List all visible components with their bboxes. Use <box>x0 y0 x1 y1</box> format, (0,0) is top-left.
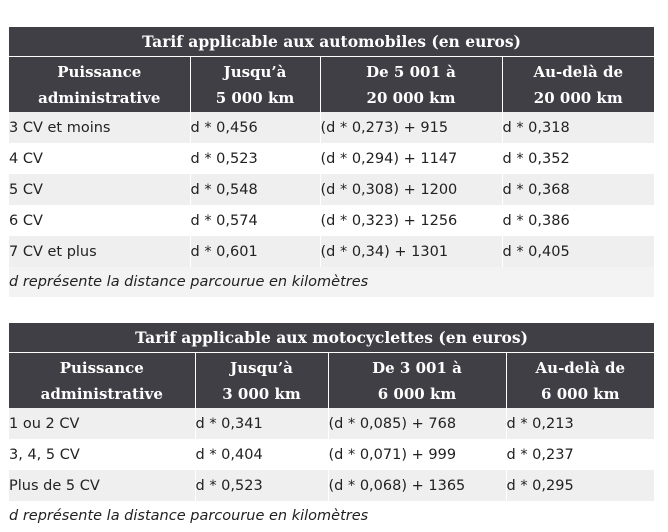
cell-range-2: (d * 0,323) + 1256 <box>320 205 502 236</box>
header-range-1: Jusqu’à 5 000 km <box>190 57 320 113</box>
motorcycle-table-title: Tarif applicable aux motocyclettes (en euros) <box>9 323 654 353</box>
cell-range-3: d * 0,386 <box>502 205 654 236</box>
cell-puissance: 5 CV <box>9 174 190 205</box>
table-row <box>9 112 654 143</box>
cell-range-1: d * 0,548 <box>190 174 320 205</box>
cell-range-3: d * 0,368 <box>502 174 654 205</box>
automobile-rate-table <box>9 27 654 297</box>
cell-puissance: 4 CV <box>9 143 190 174</box>
cell-puissance: 6 CV <box>9 205 190 236</box>
header-range-2: De 3 001 à 6 000 km <box>328 353 506 409</box>
header-range-2: De 5 001 à 20 000 km <box>320 57 502 113</box>
table-row <box>9 408 654 439</box>
cell-range-3: d * 0,213 <box>506 408 654 439</box>
cell-range-2: (d * 0,294) + 1147 <box>320 143 502 174</box>
cell-range-3: d * 0,405 <box>502 236 654 267</box>
table-row <box>9 439 654 470</box>
cell-range-3: d * 0,295 <box>506 470 654 501</box>
table-row <box>9 470 654 501</box>
automobile-table-note: d représente la distance parcourue en kilomètres <box>9 267 654 297</box>
cell-range-2: (d * 0,068) + 1365 <box>328 470 506 501</box>
table-row <box>9 236 654 267</box>
table-row <box>9 143 654 174</box>
cell-puissance: 1 ou 2 CV <box>9 408 195 439</box>
cell-range-1: d * 0,574 <box>190 205 320 236</box>
cell-range-2: (d * 0,308) + 1200 <box>320 174 502 205</box>
cell-range-3: d * 0,352 <box>502 143 654 174</box>
table-row <box>9 205 654 236</box>
automobile-header-row <box>9 57 654 113</box>
cell-range-1: d * 0,404 <box>195 439 328 470</box>
motorcycle-header-row <box>9 353 654 409</box>
motorcycle-rate-table <box>9 323 654 531</box>
automobile-table-title: Tarif applicable aux automobiles (en euros) <box>9 27 654 57</box>
header-range-3: Au-delà de 20 000 km <box>502 57 654 113</box>
cell-puissance: 3, 4, 5 CV <box>9 439 195 470</box>
header-range-3: Au-delà de 6 000 km <box>506 353 654 409</box>
table-row <box>9 174 654 205</box>
cell-range-2: (d * 0,071) + 999 <box>328 439 506 470</box>
cell-range-1: d * 0,341 <box>195 408 328 439</box>
cell-range-3: d * 0,237 <box>506 439 654 470</box>
cell-range-1: d * 0,601 <box>190 236 320 267</box>
cell-puissance: Plus de 5 CV <box>9 470 195 501</box>
cell-range-1: d * 0,523 <box>190 143 320 174</box>
cell-range-1: d * 0,523 <box>195 470 328 501</box>
cell-range-3: d * 0,318 <box>502 112 654 143</box>
motorcycle-table-note: d représente la distance parcourue en kilomètres <box>9 501 654 531</box>
cell-range-2: (d * 0,273) + 915 <box>320 112 502 143</box>
header-puissance: Puissance administrative <box>9 57 190 113</box>
cell-puissance: 3 CV et moins <box>9 112 190 143</box>
cell-range-2: (d * 0,085) + 768 <box>328 408 506 439</box>
header-range-1: Jusqu’à 3 000 km <box>195 353 328 409</box>
cell-range-2: (d * 0,34) + 1301 <box>320 236 502 267</box>
cell-range-1: d * 0,456 <box>190 112 320 143</box>
cell-puissance: 7 CV et plus <box>9 236 190 267</box>
header-puissance: Puissance administrative <box>9 353 195 409</box>
